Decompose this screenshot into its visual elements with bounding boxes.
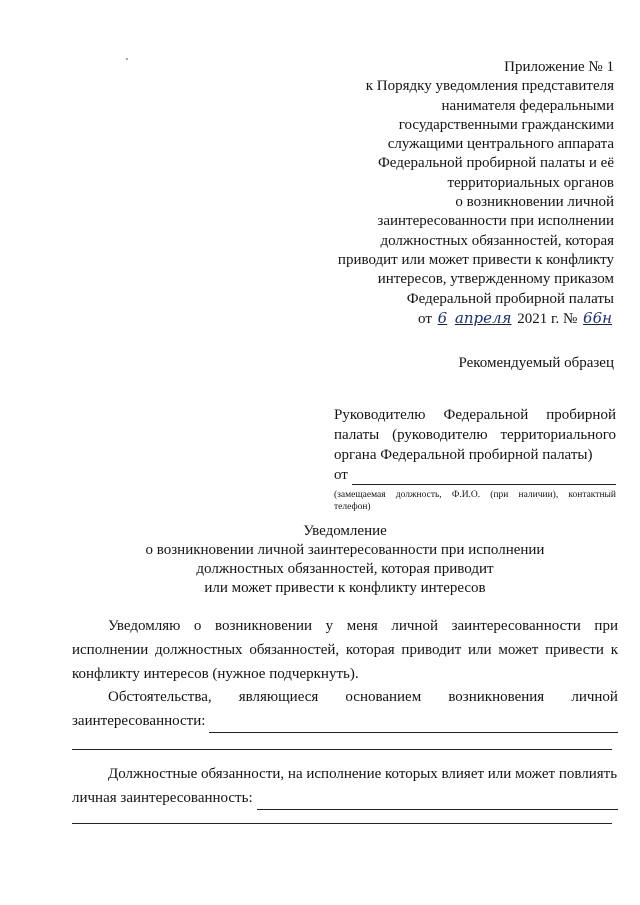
notify-paragraph: Уведомляю о возникновении у меня личной заинтересованности при исполнении должностных обязанностей, которая приводит или может привести к конфликту интересов (нужное подчеркнуть). <box>72 618 618 682</box>
appendix-line: нанимателя федеральными <box>441 97 614 114</box>
circumstances-first-line <box>72 685 618 709</box>
appendix-line: к Порядку уведомления представителя <box>365 78 614 95</box>
duties-fill-row <box>72 786 618 810</box>
title-line: о возникновении личной заинтересованности при исполнении <box>145 542 545 558</box>
duties-fill-line[interactable] <box>257 793 618 810</box>
appendix-line: интересов, утвержденному приказом <box>377 271 614 288</box>
appendix-line: должностных обязанностей, которая <box>380 232 614 249</box>
circumstances-word: личной <box>571 689 618 705</box>
from-caption: (замещаемая должность, Ф.И.О. (при наличии), контактный телефон) <box>334 490 616 512</box>
appendix-line: Федеральной пробирной палаты и её <box>377 155 614 172</box>
title-line: Уведомление <box>303 523 387 539</box>
title-line: должностных обязанностей, которая приводит <box>196 561 494 577</box>
duties-text: Должностные обязанности, на исполнение которых влияет или может повлиять <box>108 766 618 782</box>
appendix-line: Федеральной пробирной палаты <box>406 290 614 307</box>
appendix-line: приводит или может привести к конфликту <box>337 251 614 268</box>
appendix-line: Приложение № 1 <box>504 59 614 75</box>
order-date-line <box>314 309 614 329</box>
order-day-handwritten: 6 <box>437 308 448 327</box>
circumstances-extra-line[interactable] <box>72 748 612 750</box>
order-month-handwritten: апреля <box>454 308 512 327</box>
circumstances-word: основанием <box>345 689 422 705</box>
notify-paragraph-block <box>72 614 618 686</box>
sample-label: Рекомендуемый образец <box>458 355 614 371</box>
order-prefix: от <box>418 310 432 327</box>
circumstances-fill-row <box>72 709 618 733</box>
from-row <box>334 465 616 485</box>
appendix-line: о возникновении личной <box>455 194 614 211</box>
duties-tail: личная заинтересованность: <box>72 790 253 806</box>
circumstances-block <box>72 685 618 733</box>
notice-title <box>0 522 640 598</box>
circumstances-fill-line[interactable] <box>209 716 618 733</box>
duties-block <box>72 762 618 810</box>
title-line: или может привести к конфликту интересов <box>204 580 486 596</box>
from-fill-line[interactable] <box>352 470 616 485</box>
order-number-handwritten: 66н <box>583 308 612 327</box>
appendix-header <box>314 58 614 329</box>
circumstances-word: Обстоятельства, <box>108 689 212 705</box>
circumstances-tail: заинтересованности: <box>72 713 206 729</box>
circumstances-word: возникновения <box>448 689 545 705</box>
appendix-line: служащими центрального аппарата <box>387 136 614 153</box>
appendix-line: территориальных органов <box>447 174 614 191</box>
appendix-line: заинтересованности при исполнении <box>377 213 614 230</box>
scan-speck <box>126 58 128 60</box>
appendix-line: государственными гражданскими <box>398 116 614 133</box>
addressee-block <box>334 405 616 513</box>
addressee-text: Руководителю Федеральной пробирной палаты (руководителю территориального органа Федеральной пробирной палаты) <box>334 407 616 463</box>
circumstances-word: являющиеся <box>238 689 319 705</box>
order-year: 2021 г. № <box>517 310 578 327</box>
from-label: от <box>334 467 348 483</box>
duties-extra-line[interactable] <box>72 822 612 824</box>
